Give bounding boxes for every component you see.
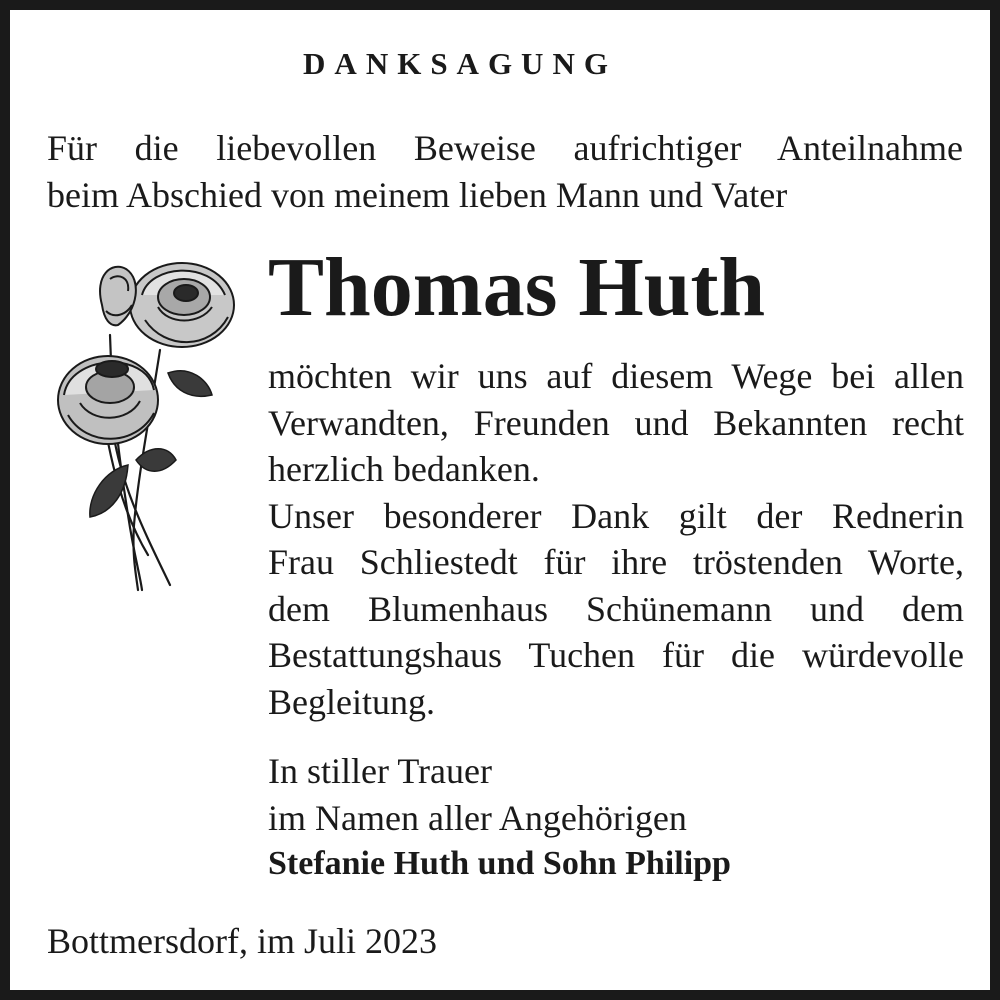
intro-line: Für die liebevollen Beweise aufrichtiger Anteilnahme bbox=[47, 128, 963, 168]
closing-line: im Namen aller Angehörigen bbox=[268, 797, 687, 838]
thanks-line: Unser besonderer Dank gilt der Rednerin bbox=[268, 495, 964, 536]
rose-bud bbox=[100, 267, 136, 326]
thanks-line: Bestattungshaus Tuchen für die würdevolle bbox=[268, 635, 964, 675]
heading: DANKSAGUNG bbox=[303, 46, 617, 81]
thanks-line: möchten wir uns auf diesem Wege bei allen bbox=[268, 356, 964, 396]
thanks-line: dem Blumenhaus Schünemann und dem bbox=[268, 588, 964, 629]
thanks-line: herzlich bedanken. bbox=[268, 449, 540, 489]
deceased-name: Thomas Huth bbox=[268, 241, 766, 334]
thanks-line: Frau Schliestedt für ihre tröstenden Worte, bbox=[268, 542, 964, 582]
place-date: Bottmersdorf, im Juli 2023 bbox=[47, 921, 437, 961]
closing-block bbox=[268, 748, 731, 888]
leaf bbox=[90, 465, 128, 517]
roses-illustration bbox=[50, 255, 250, 600]
closing-line: In stiller Trauer bbox=[268, 751, 492, 791]
rose-lower bbox=[58, 356, 158, 444]
rose-upper bbox=[130, 263, 234, 347]
intro-text bbox=[47, 125, 963, 219]
thanks-text bbox=[268, 353, 964, 725]
leaf bbox=[168, 371, 212, 397]
signature: Stefanie Huth und Sohn Philipp bbox=[268, 845, 731, 882]
thanks-line: Begleitung. bbox=[268, 681, 435, 722]
thanks-line: Verwandten, Freunden und Bekannten recht bbox=[268, 402, 964, 443]
intro-line: beim Abschied von meinem lieben Mann und Vater bbox=[47, 175, 788, 215]
